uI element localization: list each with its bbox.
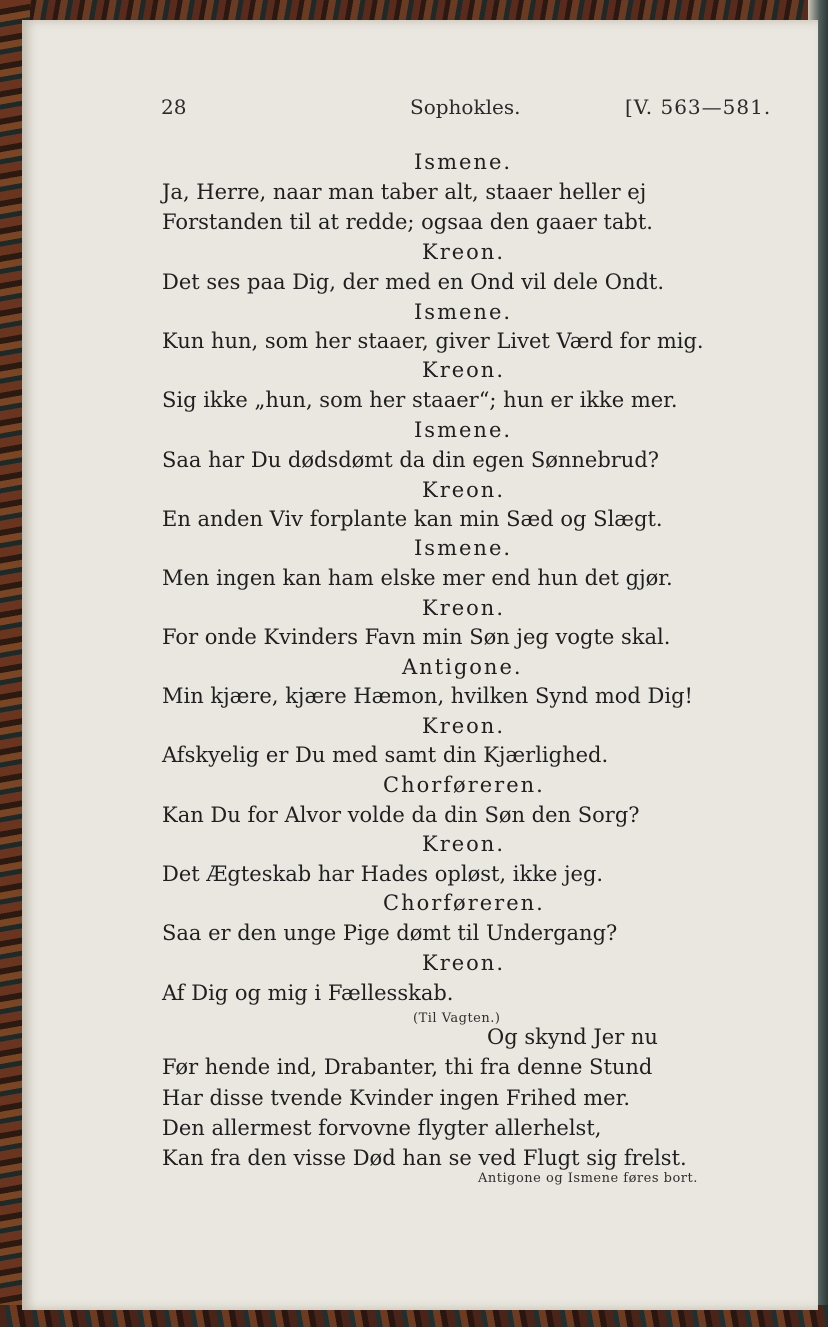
verse-line: Af Dig og mig i Fællesskab. bbox=[162, 981, 454, 1005]
speaker-name: Chorføreren. bbox=[383, 891, 545, 915]
speaker-name: Ismene. bbox=[414, 418, 513, 442]
speaker-name: Ismene. bbox=[414, 150, 513, 174]
speaker-name: Kreon. bbox=[422, 714, 505, 738]
verse-line: Saa er den unge Pige dømt til Undergang? bbox=[162, 921, 618, 945]
verse-line: Og skynd Jer nu bbox=[487, 1025, 658, 1049]
stage-direction: (Til Vagten.) bbox=[413, 1011, 501, 1026]
page-header bbox=[0, 95, 828, 121]
speaker-name: Kreon. bbox=[422, 240, 505, 264]
speaker-name: Ismene. bbox=[414, 300, 513, 324]
speaker-name: Kreon. bbox=[422, 358, 505, 382]
verse-line: Sig ikke „hun, som her staaer“; hun er ikke mer. bbox=[162, 388, 678, 412]
verse-line: Saa har Du dødsdømt da din egen Sønnebrud? bbox=[162, 448, 660, 472]
verse-line: Men ingen kan ham elske mer end hun det gjør. bbox=[162, 566, 673, 590]
verse-range: [V. 563—581. bbox=[625, 95, 772, 119]
verse-line: En anden Viv forplante kan min Sæd og Slægt. bbox=[162, 507, 663, 531]
verse-line: Kan fra den visse Død han se ved Flugt sig frelst. bbox=[162, 1146, 687, 1170]
verse-line: Den allermest forvovne flygter allerhelst, bbox=[162, 1116, 602, 1140]
verse-line: Det ses paa Dig, der med en Ond vil dele Ondt. bbox=[162, 270, 665, 294]
verse-line: Forstanden til at redde; ogsaa den gaaer tabt. bbox=[162, 210, 653, 234]
verse-line: Kun hun, som her staaer, giver Livet Værd for mig. bbox=[162, 329, 704, 353]
verse-line: For onde Kvinders Favn min Søn jeg vogte skal. bbox=[162, 625, 671, 649]
verse-line: Min kjære, kjære Hæmon, hvilken Synd mod Dig! bbox=[162, 684, 693, 708]
stage-direction: Antigone og Ismene føres bort. bbox=[478, 1171, 698, 1186]
page-number: 28 bbox=[161, 95, 187, 119]
speaker-name: Kreon. bbox=[422, 832, 505, 856]
book-binding-top bbox=[0, 0, 828, 22]
speaker-name: Kreon. bbox=[422, 478, 505, 502]
verse-line: Afskyelig er Du med samt din Kjærlighed. bbox=[162, 743, 609, 767]
speaker-name: Kreon. bbox=[422, 596, 505, 620]
speaker-name: Antigone. bbox=[402, 655, 523, 679]
speaker-name: Ismene. bbox=[414, 536, 513, 560]
speaker-name: Chorføreren. bbox=[383, 773, 545, 797]
verse-line: Før hende ind, Drabanter, thi fra denne Stund bbox=[162, 1055, 653, 1079]
verse-line: Ja, Herre, naar man taber alt, staaer heller ej bbox=[162, 180, 647, 204]
verse-line: Det Ægteskab har Hades opløst, ikke jeg. bbox=[162, 862, 604, 886]
speaker-name: Kreon. bbox=[422, 951, 505, 975]
verse-line: Har disse tvende Kvinder ingen Frihed mer. bbox=[162, 1086, 630, 1110]
verse-line: Kan Du for Alvor volde da din Søn den Sorg? bbox=[162, 803, 640, 827]
running-title: Sophokles. bbox=[410, 95, 521, 119]
